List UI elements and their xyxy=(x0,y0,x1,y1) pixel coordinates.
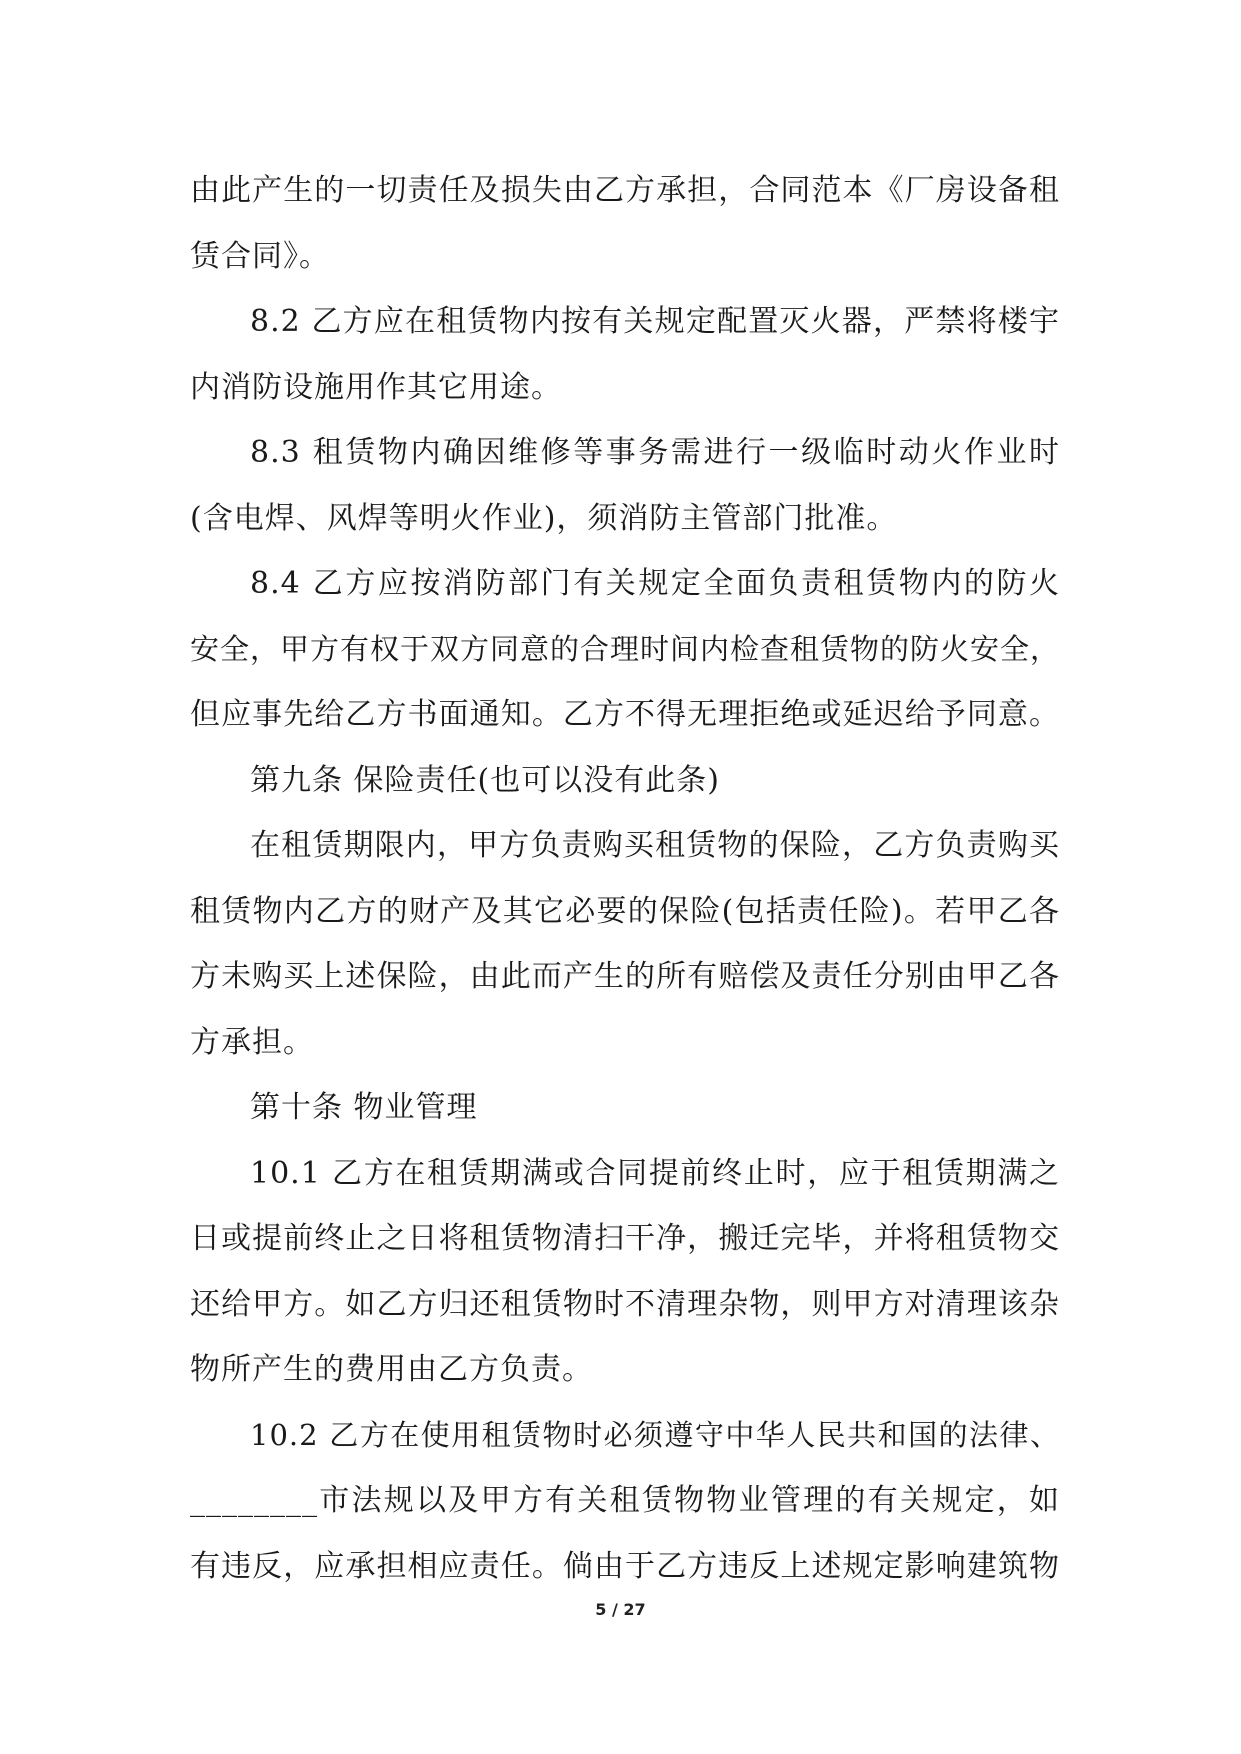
text-line: 8.3 租赁物内确因维修等事务需进行一级临时动火作业时 xyxy=(250,435,1060,470)
text-line: 10.2 乙方在使用租赁物时必须遵守中华人民共和国的法律、 xyxy=(250,1417,1060,1452)
document-body xyxy=(190,158,1060,1599)
text-line: 8.2 乙方应在租赁物内按有关规定配置灭火器，严禁将楼宇 xyxy=(250,304,1060,339)
text-line: 但应事先给乙方书面通知。乙方不得无理拒绝或延迟给予同意。 xyxy=(190,697,1060,732)
text-line: 方承担。 xyxy=(190,1024,314,1060)
text-line: (含电焊、风焊等明火作业)，须消防主管部门批准。 xyxy=(190,500,898,536)
text-line: 还给甲方。如乙方归还租赁物时不清理杂物，则甲方对清理该杂 xyxy=(190,1286,1060,1322)
text-line: 8.4 乙方应按消防部门有关规定全面负责租赁物内的防火 xyxy=(250,566,1060,601)
text-line: 有违反，应承担相应责任。倘由于乙方违反上述规定影响建筑物 xyxy=(190,1548,1060,1584)
text-line: 在租赁期限内，甲方负责购买租赁物的保险，乙方负责购买 xyxy=(250,828,1060,863)
text-line: 日或提前终止之日将租赁物清扫干净，搬迁完毕，并将租赁物交 xyxy=(190,1221,1060,1256)
text-line: 方未购买上述保险，由此而产生的所有赔偿及责任分别由甲乙各 xyxy=(190,959,1060,994)
text-line: 第九条 保险责任(也可以没有此条) xyxy=(250,762,720,798)
text-line: 第十条 物业管理 xyxy=(250,1090,478,1125)
text-line: 物所产生的费用由乙方负责。 xyxy=(190,1352,593,1387)
page-number: 5 / 27 xyxy=(595,1600,646,1619)
text-line: 10.1 乙方在租赁期满或合同提前终止时，应于租赁期满之 xyxy=(250,1155,1060,1191)
text-line: 赁合同》。 xyxy=(190,238,330,274)
text-line: 内消防设施用作其它用途。 xyxy=(190,369,562,405)
text-line: ________市法规以及甲方有关租赁物物业管理的有关规定，如 xyxy=(190,1483,1060,1518)
text-line: 租赁物内乙方的财产及其它必要的保险(包括责任险)。若甲乙各 xyxy=(190,893,1060,929)
text-line: 安全，甲方有权于双方同意的合理时间内检查租赁物的防火安全， xyxy=(190,631,1061,666)
text-line: 由此产生的一切责任及损失由乙方承担，合同范本《厂房设备租 xyxy=(190,173,1060,208)
